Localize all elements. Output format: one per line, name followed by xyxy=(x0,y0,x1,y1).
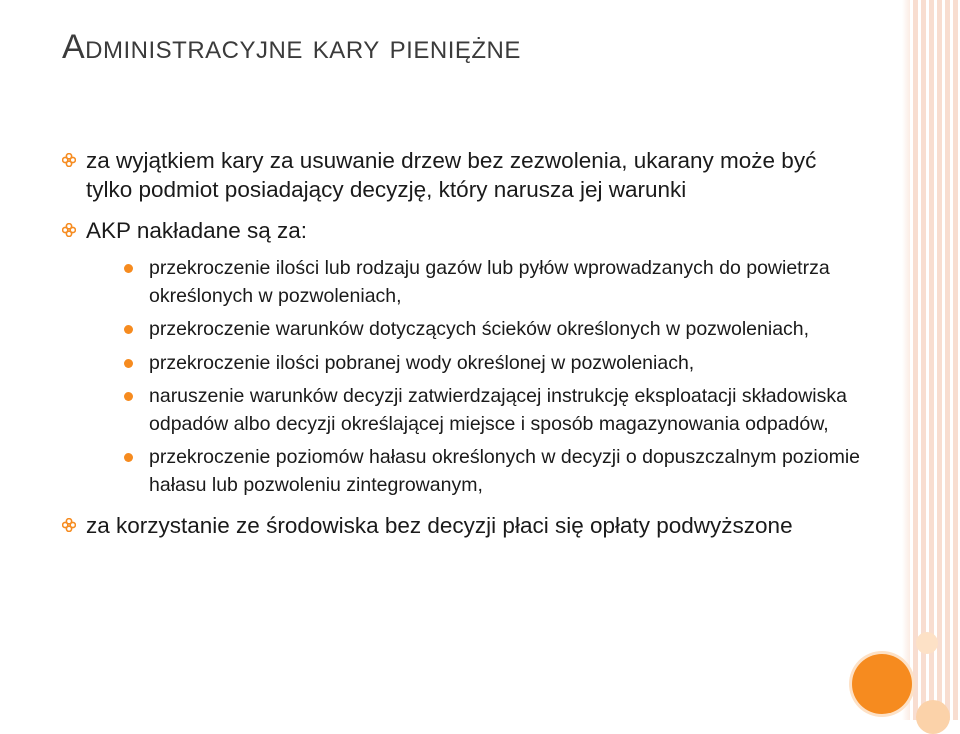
decorative-circle-large xyxy=(852,654,912,714)
dot-bullet-icon xyxy=(124,392,133,401)
bullet-2 xyxy=(62,216,862,499)
sub-bullet-3 xyxy=(124,350,862,378)
sub-bullet-2-text: przekroczenie warunków dotyczących ścieków określonych w pozwoleniach, xyxy=(149,318,810,340)
sub-bullet-4 xyxy=(124,383,862,438)
slide-content xyxy=(62,146,862,552)
bullet-2-text: AKP nakładane są za: xyxy=(86,218,307,243)
dot-bullet-icon xyxy=(124,359,133,368)
bullet-3-text: za korzystanie ze środowiska bez decyzji płaci się opłaty podwyższone xyxy=(86,513,793,538)
sub-bullet-list xyxy=(124,255,862,499)
bullet-1-text: za wyjątkiem kary za usuwanie drzew bez zezwolenia, ukarany może być tylko podmiot posiadający decyzję, który narusza jej warunki xyxy=(86,148,817,202)
decorative-circle-small xyxy=(916,632,938,654)
flower-bullet-icon xyxy=(62,518,76,532)
sub-bullet-5-text: przekroczenie poziomów hałasu określonych w decyzji o dopuszczalnym poziomie hałasu lub pozwoleniu zintegrowanym, xyxy=(149,446,860,496)
sub-bullet-1 xyxy=(124,255,862,310)
bullet-1 xyxy=(62,146,862,204)
sub-bullet-1-text: przekroczenie ilości lub rodzaju gazów lub pyłów wprowadzanych do powietrza określonych w pozwoleniach, xyxy=(149,257,830,307)
dot-bullet-icon xyxy=(124,264,133,273)
flower-bullet-icon xyxy=(62,153,76,167)
sub-bullet-4-text: naruszenie warunków decyzji zatwierdzającej instrukcję eksploatacji składowiska odpadów albo decyzji określającej miejsce i sposób magazynowania odpadów, xyxy=(149,385,847,435)
sub-bullet-2 xyxy=(124,316,862,344)
dot-bullet-icon xyxy=(124,453,133,462)
decorative-stripes xyxy=(910,0,960,720)
decorative-circle-bottom xyxy=(916,700,950,734)
bullet-3 xyxy=(62,511,862,540)
sub-bullet-3-text: przekroczenie ilości pobranej wody określonej w pozwoleniach, xyxy=(149,351,695,374)
sub-bullet-5 xyxy=(124,444,862,499)
slide-title: Administracyjne kary pieniężne xyxy=(62,28,521,66)
flower-bullet-icon xyxy=(62,223,76,237)
dot-bullet-icon xyxy=(124,325,133,334)
decorative-stripe-fade xyxy=(902,0,910,720)
